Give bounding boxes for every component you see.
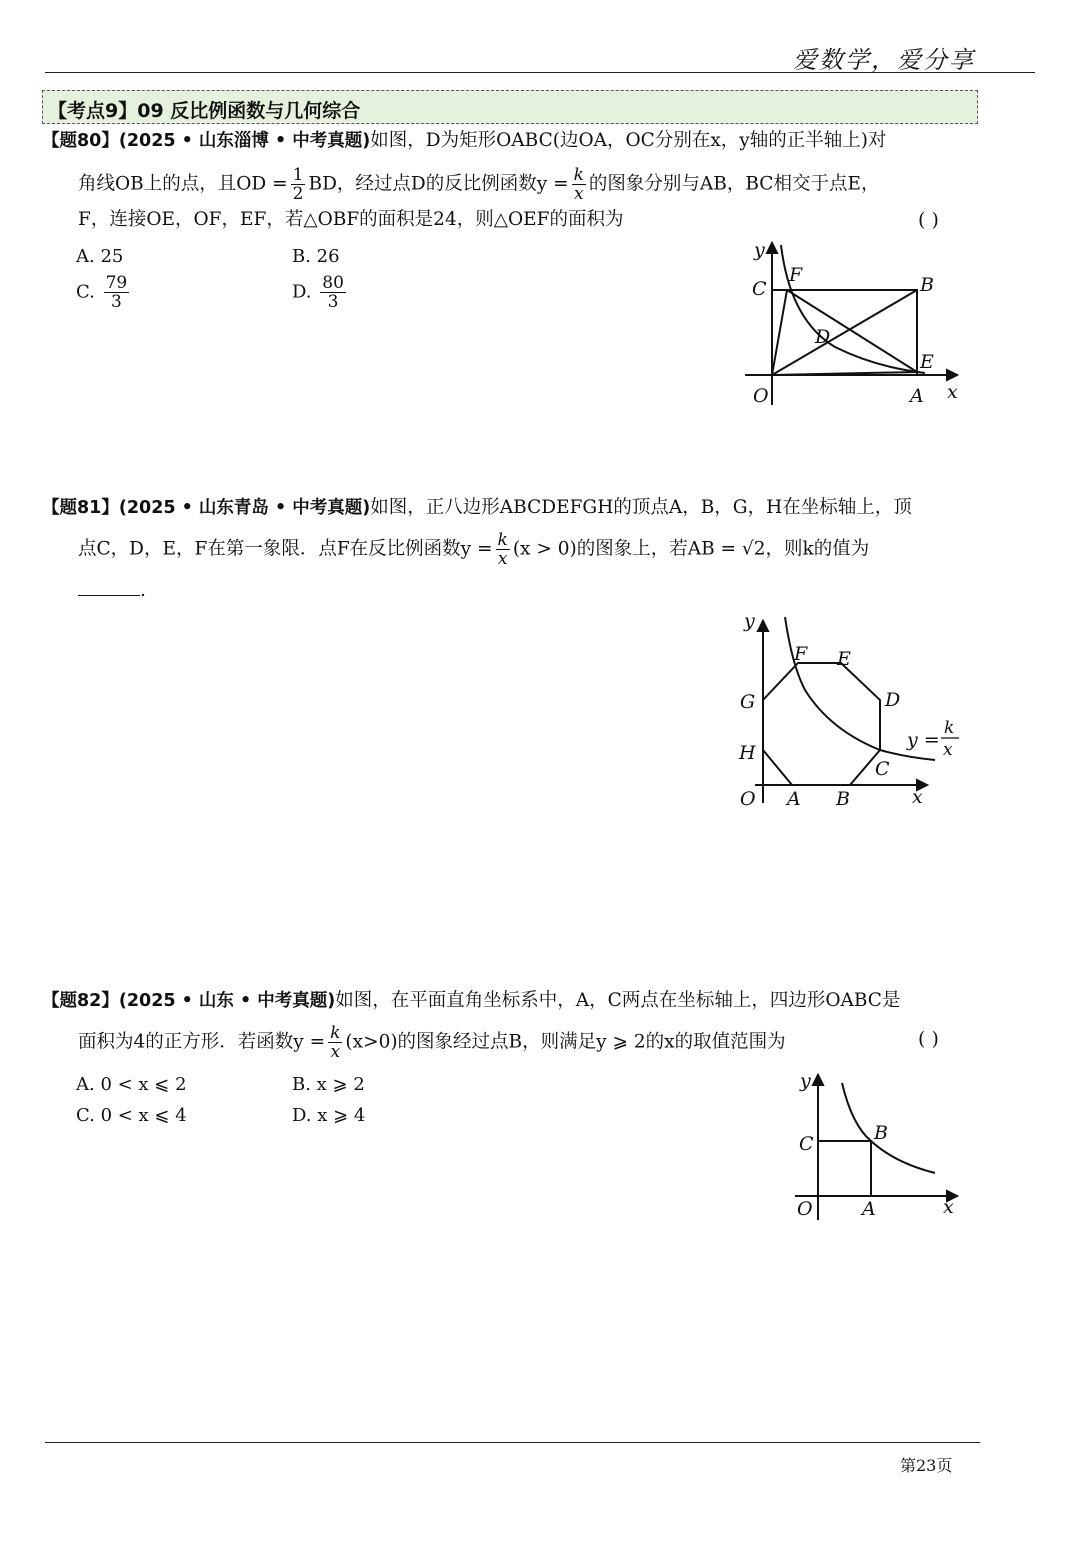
label-o: O: [753, 385, 769, 407]
label-y: y: [754, 239, 765, 261]
label-e: E: [920, 351, 934, 373]
label-y: y: [744, 610, 755, 632]
octagon: [763, 663, 880, 785]
q82-option-a: A. 0 < x ⩽ 2: [76, 1074, 187, 1095]
page-number: 第23页: [900, 1456, 953, 1475]
label-curve-x: x: [943, 740, 953, 760]
label-a: A: [787, 788, 801, 810]
q81-figure: [730, 605, 970, 810]
label-c: C: [799, 1133, 814, 1155]
label-curve: y =: [907, 729, 940, 751]
frac-num: k: [573, 165, 584, 185]
q81-line3: [78, 578, 146, 604]
label-c: C: [875, 758, 890, 780]
q81-k-over-x: [496, 531, 510, 568]
q82-answer-paren: ( ): [918, 1028, 939, 1050]
q82-figure: [780, 1065, 970, 1225]
opt-label: D.: [292, 281, 312, 303]
q82-option-b: B. x ⩾ 2: [292, 1074, 365, 1095]
label-d: D: [815, 326, 831, 348]
q80-optd-fraction: [320, 274, 346, 311]
label-f: F: [794, 643, 808, 665]
header-divider: [45, 72, 1035, 73]
frac-den: x: [573, 184, 584, 204]
label-x: x: [943, 1196, 954, 1218]
label-b: B: [920, 274, 934, 296]
q81-line2-a: 点C，D，E，F在第一象限．点F在反比例函数y =: [78, 538, 493, 560]
label-e: E: [837, 648, 851, 670]
q80-half-fraction: [291, 166, 306, 203]
q82-line2: [78, 1024, 786, 1061]
section-title: 【考点9】09 反比例函数与几何综合: [48, 100, 361, 122]
q80-option-a: A. 25: [76, 246, 124, 267]
q82-option-c: C. 0 < x ⩽ 4: [76, 1105, 187, 1126]
q80-line2: [78, 166, 879, 203]
y-arrow: [813, 1075, 823, 1085]
q82-line2-a: 面积为4的正方形．若函数y =: [78, 1031, 326, 1053]
frac-den: x: [497, 549, 508, 569]
label-a: A: [910, 385, 924, 407]
label-o: O: [740, 788, 756, 810]
q82-line2-b: (x>0)的图象经过点B，则满足y ⩾ 2的x的取值范围为: [345, 1031, 786, 1053]
q80-line1-text: 如图，D为矩形OABC(边OA，OC分别在x，y轴的正半轴上)对: [370, 130, 887, 151]
q80-option-c: [76, 274, 132, 311]
frac-num: 80: [322, 273, 344, 293]
q81-line1: [42, 495, 912, 521]
frac-den: 3: [111, 292, 122, 312]
q82-k-over-x: [328, 1024, 342, 1061]
square-oabc: [818, 1141, 871, 1196]
q80-optc-fraction: [104, 274, 130, 311]
frac-den: 2: [292, 184, 304, 204]
label-x: x: [947, 381, 958, 403]
q81-line3-end: .: [140, 580, 146, 601]
q80-line1: [42, 128, 886, 154]
hyperbola-curve: [781, 245, 925, 373]
frac-num: 1: [292, 165, 304, 185]
q80-line3: F，连接OE，OF，EF，若△OBF的面积是24，则△OEF的面积为: [78, 209, 624, 230]
frac-num: k: [330, 1023, 341, 1043]
q82-tag: 【题82】(2025 • 山东 • 中考真题): [42, 991, 336, 1011]
label-h: H: [739, 742, 756, 764]
q81-tag: 【题81】(2025 • 山东青岛 • 中考真题): [42, 498, 371, 518]
x-arrow: [947, 370, 957, 380]
footer-divider: [45, 1442, 980, 1443]
q80-tag: 【题80】(2025 • 山东淄博 • 中考真题): [42, 131, 371, 151]
q82-line1: [42, 988, 900, 1014]
q80-k-over-x: [572, 166, 586, 203]
q81-line1-text: 如图，正八边形ABCDEFGH的顶点A，B，G，H在坐标轴上，顶: [370, 497, 912, 518]
q80-line2-b: BD，经过点D的反比例函数y =: [308, 173, 569, 195]
q80-answer-paren: ( ): [918, 209, 939, 231]
q80-figure: [735, 235, 970, 410]
label-o: O: [797, 1198, 813, 1220]
header-motto: 爱数学，爱分享: [793, 46, 975, 74]
y-arrow: [767, 243, 777, 253]
label-x: x: [912, 786, 923, 808]
hyperbola-curve: [842, 1083, 935, 1173]
frac-num: k: [497, 530, 508, 550]
frac-den: x: [330, 1042, 341, 1062]
segment-of: [772, 290, 787, 375]
label-f: F: [789, 264, 803, 286]
frac-num: 79: [105, 273, 128, 293]
q82-line1-text: 如图，在平面直角坐标系中，A，C两点在坐标轴上，四边形OABC是: [335, 990, 901, 1011]
q80-option-d: [292, 274, 349, 311]
y-arrow: [758, 621, 768, 631]
frac-den: 3: [327, 292, 339, 312]
label-b: B: [836, 788, 850, 810]
opt-label: C.: [76, 281, 95, 303]
q81-line2-b: (x > 0)的图象上，若AB = √2，则k的值为: [512, 538, 870, 560]
label-c: C: [752, 278, 767, 300]
label-d: D: [885, 689, 901, 711]
label-g: G: [740, 691, 756, 713]
q80-line2-c: 的图象分别与AB，BC相交于点E，: [588, 173, 880, 195]
q80-option-b: B. 26: [292, 246, 340, 267]
label-b: B: [874, 1122, 888, 1144]
q81-answer-blank: [78, 581, 140, 596]
diagonal-ob: [772, 290, 917, 375]
q82-option-d: D. x ⩾ 4: [292, 1105, 366, 1126]
label-a: A: [862, 1198, 876, 1220]
q80-line2-a: 角线OB上的点，且OD =: [78, 173, 288, 195]
label-curve-k: k: [944, 718, 955, 738]
label-y: y: [800, 1070, 811, 1092]
q81-line2: [78, 531, 869, 568]
